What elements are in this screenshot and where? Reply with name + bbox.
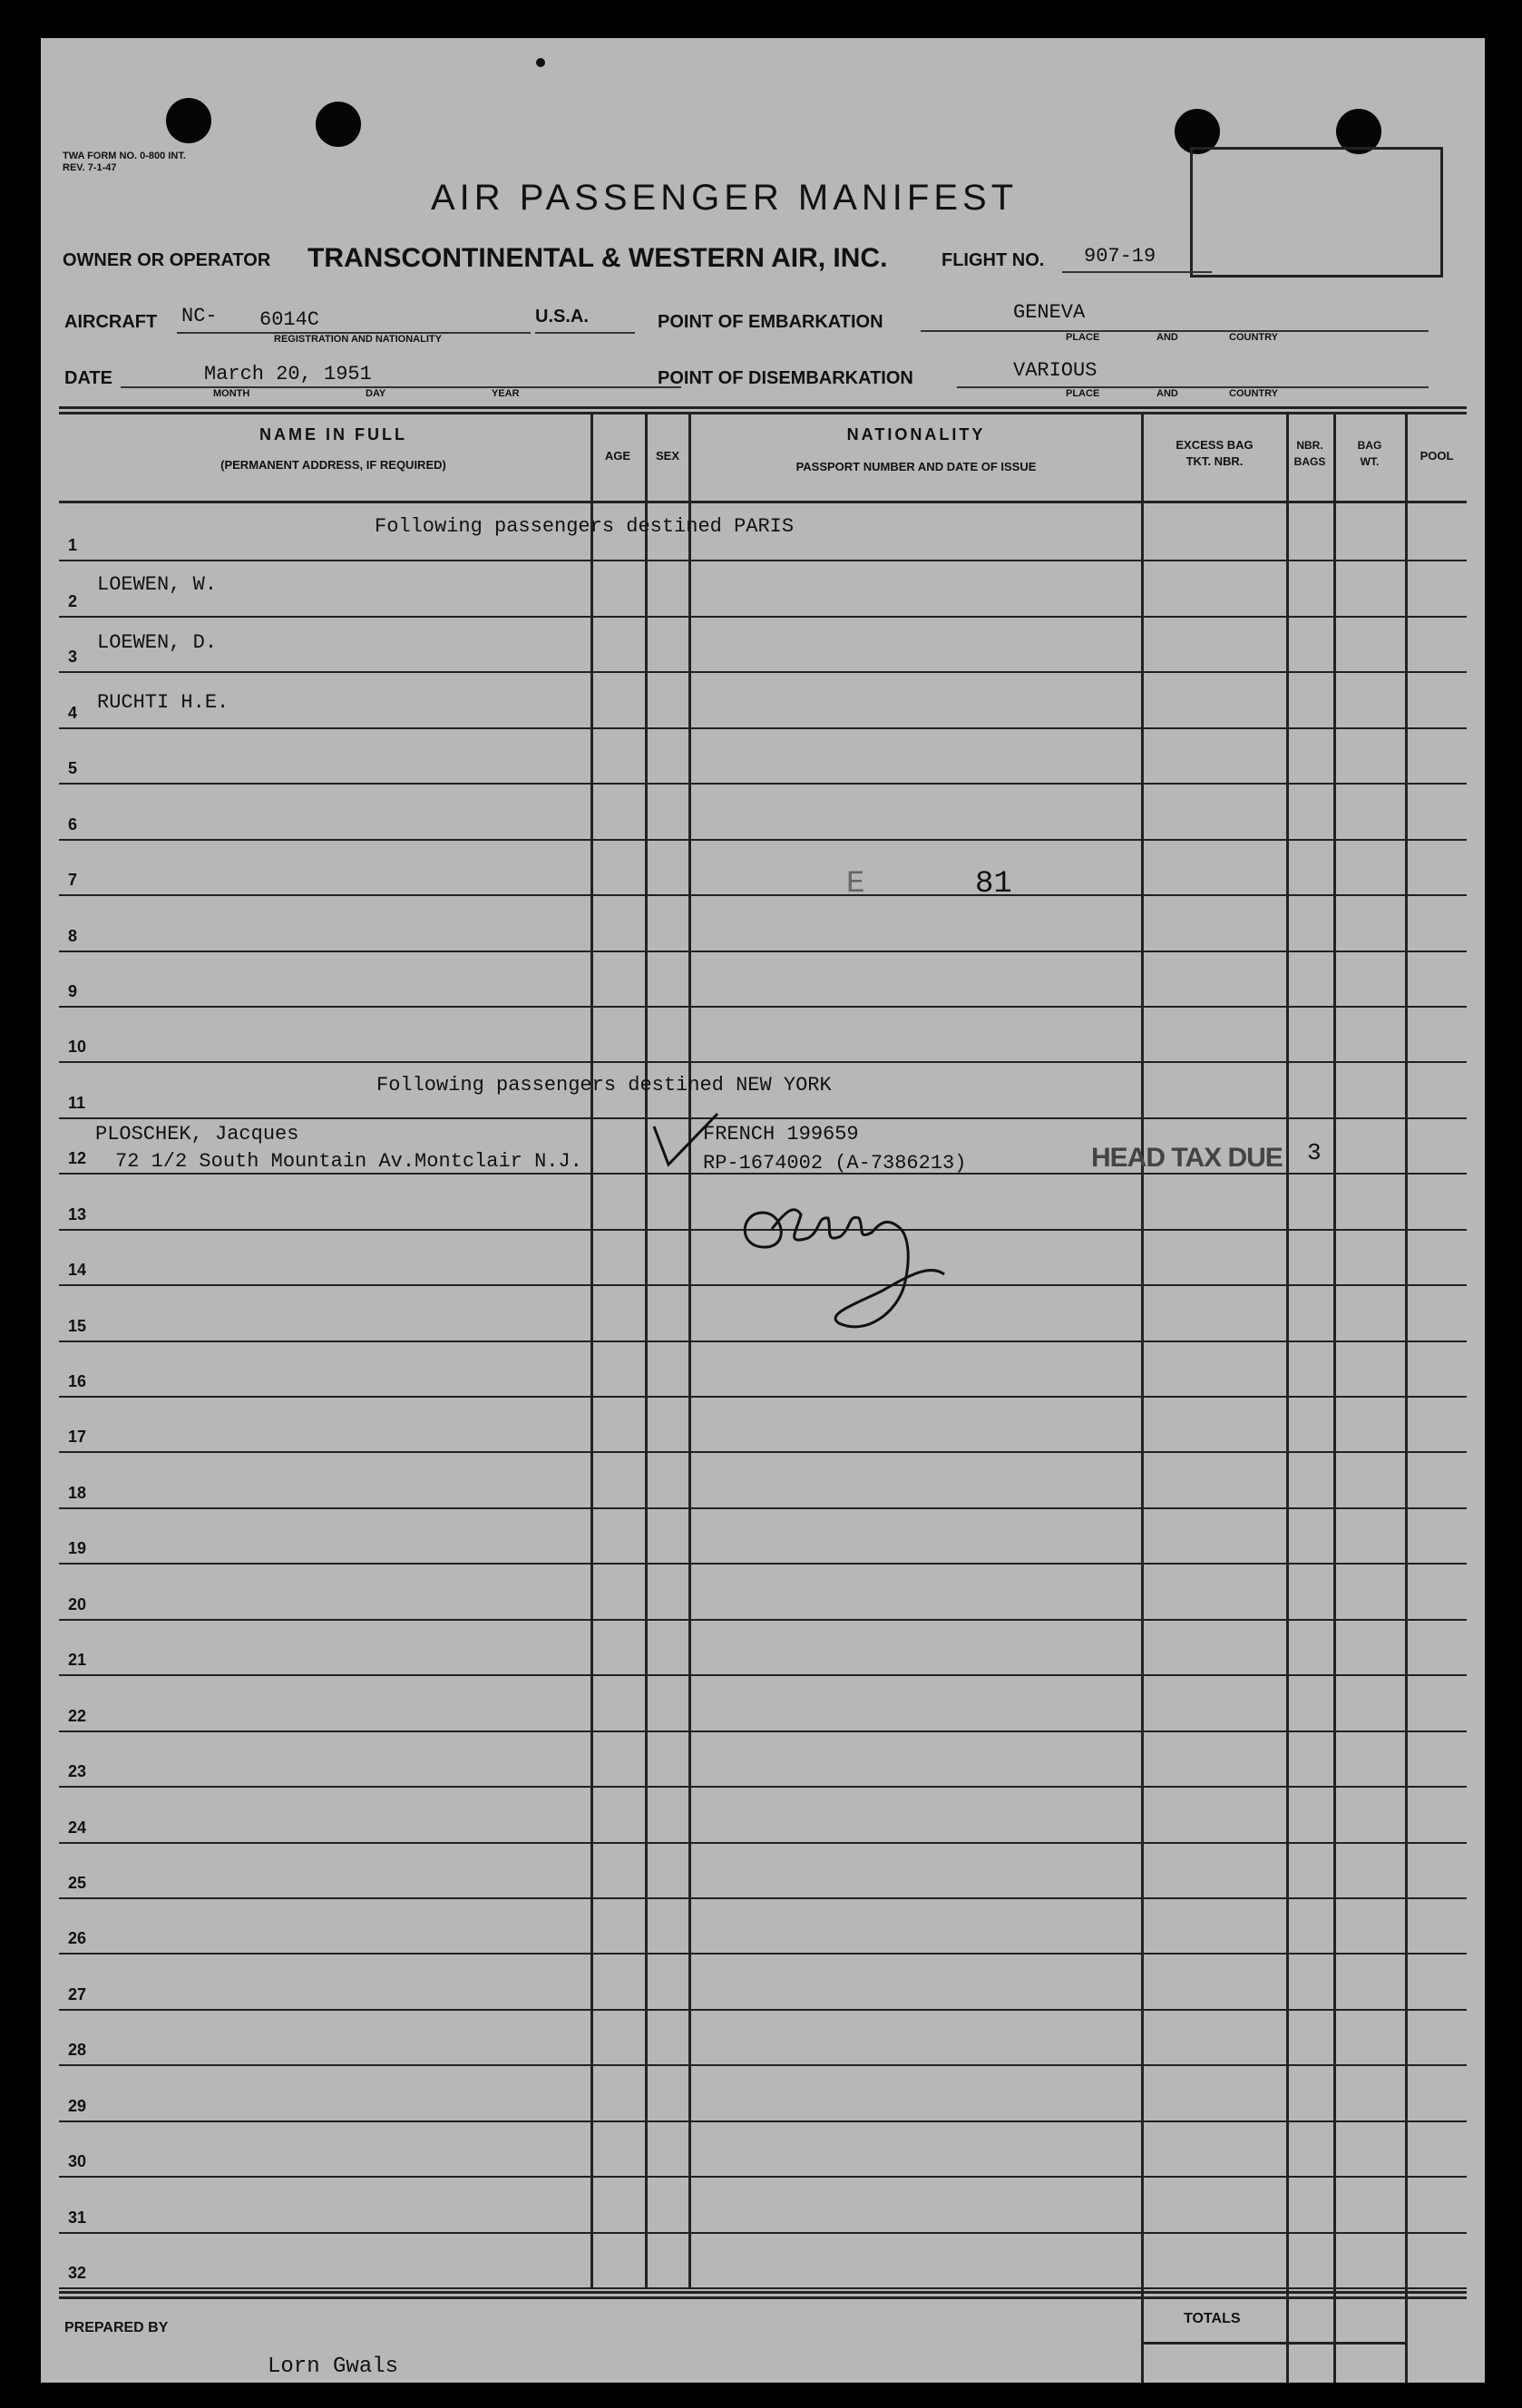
owner-value: TRANSCONTINENTAL & WESTERN AIR, INC. (307, 243, 888, 273)
row-rule (59, 1563, 1467, 1565)
col-divider-age (590, 414, 593, 2289)
flight-box (1190, 147, 1443, 278)
embark-and-caption: AND (1156, 332, 1178, 343)
col-divider-excess (1141, 414, 1144, 2383)
col-nbr-line2: BAGS (1293, 455, 1326, 468)
row-number: 4 (68, 703, 78, 722)
row-rule (59, 1006, 1467, 1008)
row-rule (59, 1842, 1467, 1844)
usa-label: U.S.A. (535, 307, 589, 327)
row-rule (59, 2009, 1467, 2011)
row2-name: LOEWEN, W. (97, 573, 218, 596)
col-name-subheader: (PERMANENT ADDRESS, IF REQUIRED) (220, 458, 446, 472)
totals-label: TOTALS (1184, 2311, 1241, 2326)
disembark-underline (957, 386, 1429, 388)
row-number: 5 (68, 759, 78, 778)
row1-note: Following passengers destined PARIS (375, 515, 795, 538)
disembark-label: POINT OF DISEMBARKATION (658, 368, 913, 388)
row-number: 17 (68, 1428, 87, 1447)
year-caption: YEAR (492, 388, 520, 399)
col-nbr-line1: NBR. (1296, 439, 1323, 452)
row-rule (59, 1451, 1467, 1453)
row-number: 11 (68, 1093, 86, 1112)
col-bag-wt-header (1334, 437, 1405, 470)
row-rule (59, 1786, 1467, 1788)
table-top-rule-2 (59, 412, 1467, 414)
month-caption: MONTH (213, 388, 250, 399)
row-number: 27 (68, 1984, 87, 2003)
row-rule (59, 2064, 1467, 2066)
col-bagwt-line2: WT. (1360, 455, 1380, 468)
row3-name: LOEWEN, D. (97, 631, 218, 654)
row12-name: PLOSCHEK, Jacques (95, 1123, 299, 1146)
row-number: 16 (68, 1372, 87, 1390)
row-rule (59, 1061, 1467, 1063)
table-bottom-rule-2 (59, 2296, 1467, 2299)
row12-address: 72 1/2 South Mountain Av.Montclair N.J. (115, 1150, 582, 1173)
row-rule (59, 1730, 1467, 1732)
col-excess-header (1142, 437, 1287, 470)
header-bottom-rule (59, 501, 1467, 503)
disembark-country-caption: COUNTRY (1229, 388, 1278, 399)
col-excess-line2: TKT. NBR. (1185, 454, 1244, 468)
head-tax-stamp: HEAD TAX DUE (1091, 1143, 1283, 1173)
signature-scribble (730, 1176, 1020, 1358)
col-age-header: AGE (604, 449, 631, 463)
table-bottom-rule (59, 2291, 1467, 2294)
col-divider-nationality (688, 414, 691, 2289)
disembark-and-caption: AND (1156, 388, 1178, 399)
row7-letter: E (846, 867, 865, 902)
row-rule (59, 894, 1467, 896)
row12-passport: RP-1674002 (A-7386213) (703, 1152, 967, 1175)
flight-label: FLIGHT NO. (941, 250, 1045, 270)
row-number: 25 (68, 1873, 87, 1892)
row-number: 20 (68, 1594, 87, 1613)
row-number: 13 (68, 1204, 87, 1223)
row-rule (59, 839, 1467, 841)
row11-note: Following passengers destined NEW YORK (376, 1074, 832, 1097)
prepared-by-label: PREPARED BY (64, 2320, 169, 2335)
row7-number: 81 (975, 867, 1012, 902)
speck (536, 58, 545, 67)
row-rule (59, 1117, 1467, 1119)
row-number: 24 (68, 1818, 87, 1837)
row12-bags: 3 (1307, 1139, 1322, 1166)
col-excess-line1: EXCESS BAG (1176, 438, 1254, 452)
row-number: 14 (68, 1261, 87, 1280)
form-revision-text: REV. 7-1-47 (63, 162, 117, 173)
col-nationality-header: NATIONALITY (846, 425, 986, 444)
row-rule (59, 1396, 1467, 1398)
row-rule (59, 1953, 1467, 1955)
row-rule (59, 1619, 1467, 1621)
embark-country-caption: COUNTRY (1229, 332, 1278, 343)
aircraft-prefix: NC- (181, 305, 218, 327)
row-number: 6 (68, 814, 78, 834)
owner-label: OWNER OR OPERATOR (63, 250, 271, 270)
row-number: 10 (68, 1038, 87, 1057)
preparer-signature: Lorn Gwals (268, 2354, 399, 2379)
col-name-header: NAME IN FULL (259, 425, 407, 444)
col-divider-bagwt (1333, 414, 1336, 2383)
row-number: 2 (68, 591, 78, 610)
table-top-rule (59, 406, 1467, 409)
row-number: 29 (68, 2096, 87, 2115)
row-number: 7 (68, 871, 78, 890)
row-number: 9 (68, 981, 78, 1000)
row-number: 30 (68, 2152, 87, 2171)
row-number: 26 (68, 1929, 87, 1948)
row12-nationality: FRENCH 199659 (703, 1123, 859, 1146)
page-title: AIR PASSENGER MANIFEST (431, 178, 1019, 218)
usa-underline (535, 332, 635, 334)
flight-underline (1062, 271, 1212, 273)
row-rule (59, 951, 1467, 952)
row4-name: RUCHTI H.E. (97, 691, 229, 714)
row-number: 22 (68, 1706, 87, 1725)
row-rule (59, 1507, 1467, 1509)
row-number: 32 (68, 2264, 87, 2282)
row-number: 15 (68, 1316, 87, 1335)
embark-value: GENEVA (1013, 301, 1086, 324)
col-nationality-subheader: PASSPORT NUMBER AND DATE OF ISSUE (795, 460, 1037, 473)
date-label: DATE (64, 368, 112, 388)
day-caption: DAY (366, 388, 386, 399)
col-pool-header: POOL (1420, 449, 1454, 463)
row-rule (59, 671, 1467, 673)
totals-rule (1141, 2342, 1406, 2345)
row-number: 28 (68, 2041, 87, 2060)
binder-hole-left-1 (166, 98, 211, 143)
registration-caption: REGISTRATION AND NATIONALITY (274, 334, 442, 345)
row-rule (59, 2120, 1467, 2122)
flight-value: 907-19 (1084, 245, 1156, 268)
embark-label: POINT OF EMBARKATION (658, 312, 883, 332)
aircraft-label: AIRCRAFT (64, 312, 158, 332)
row-rule (59, 727, 1467, 729)
row-rule (59, 560, 1467, 561)
row-rule (59, 783, 1467, 785)
form-number (63, 151, 186, 174)
row-rule (59, 2232, 1467, 2234)
embark-place-caption: PLACE (1066, 332, 1100, 343)
row-number: 21 (68, 1651, 87, 1670)
col-nbr-bags-header (1287, 437, 1332, 470)
col-divider-pool (1405, 414, 1408, 2383)
col-bagwt-line1: BAG (1357, 439, 1382, 452)
row-number: 1 (68, 536, 78, 555)
binder-hole-left-2 (316, 102, 361, 147)
row-number: 3 (68, 648, 78, 667)
row-rule (59, 2176, 1467, 2178)
row-number: 12 (68, 1149, 87, 1168)
col-divider-sex (645, 414, 648, 2289)
row-number: 23 (68, 1762, 87, 1781)
date-underline (121, 386, 681, 388)
row-rule (59, 1897, 1467, 1899)
date-value: March 20, 1951 (204, 363, 372, 385)
row-number: 18 (68, 1483, 87, 1502)
manifest-sheet (41, 38, 1485, 2383)
disembark-value: VARIOUS (1013, 359, 1098, 382)
col-divider-nbr (1286, 414, 1289, 2383)
row-rule (59, 1674, 1467, 1676)
row-number: 19 (68, 1539, 87, 1558)
disembark-place-caption: PLACE (1066, 388, 1100, 399)
col-sex-header: SEX (655, 449, 679, 463)
check-mark (647, 1108, 756, 1181)
form-number-text: TWA FORM NO. 0-800 INT. (63, 151, 186, 161)
row-number: 31 (68, 2208, 87, 2227)
aircraft-value: 6014C (259, 308, 320, 331)
row-number: 8 (68, 926, 78, 945)
row-rule (59, 616, 1467, 618)
row-rule (59, 2287, 1467, 2289)
